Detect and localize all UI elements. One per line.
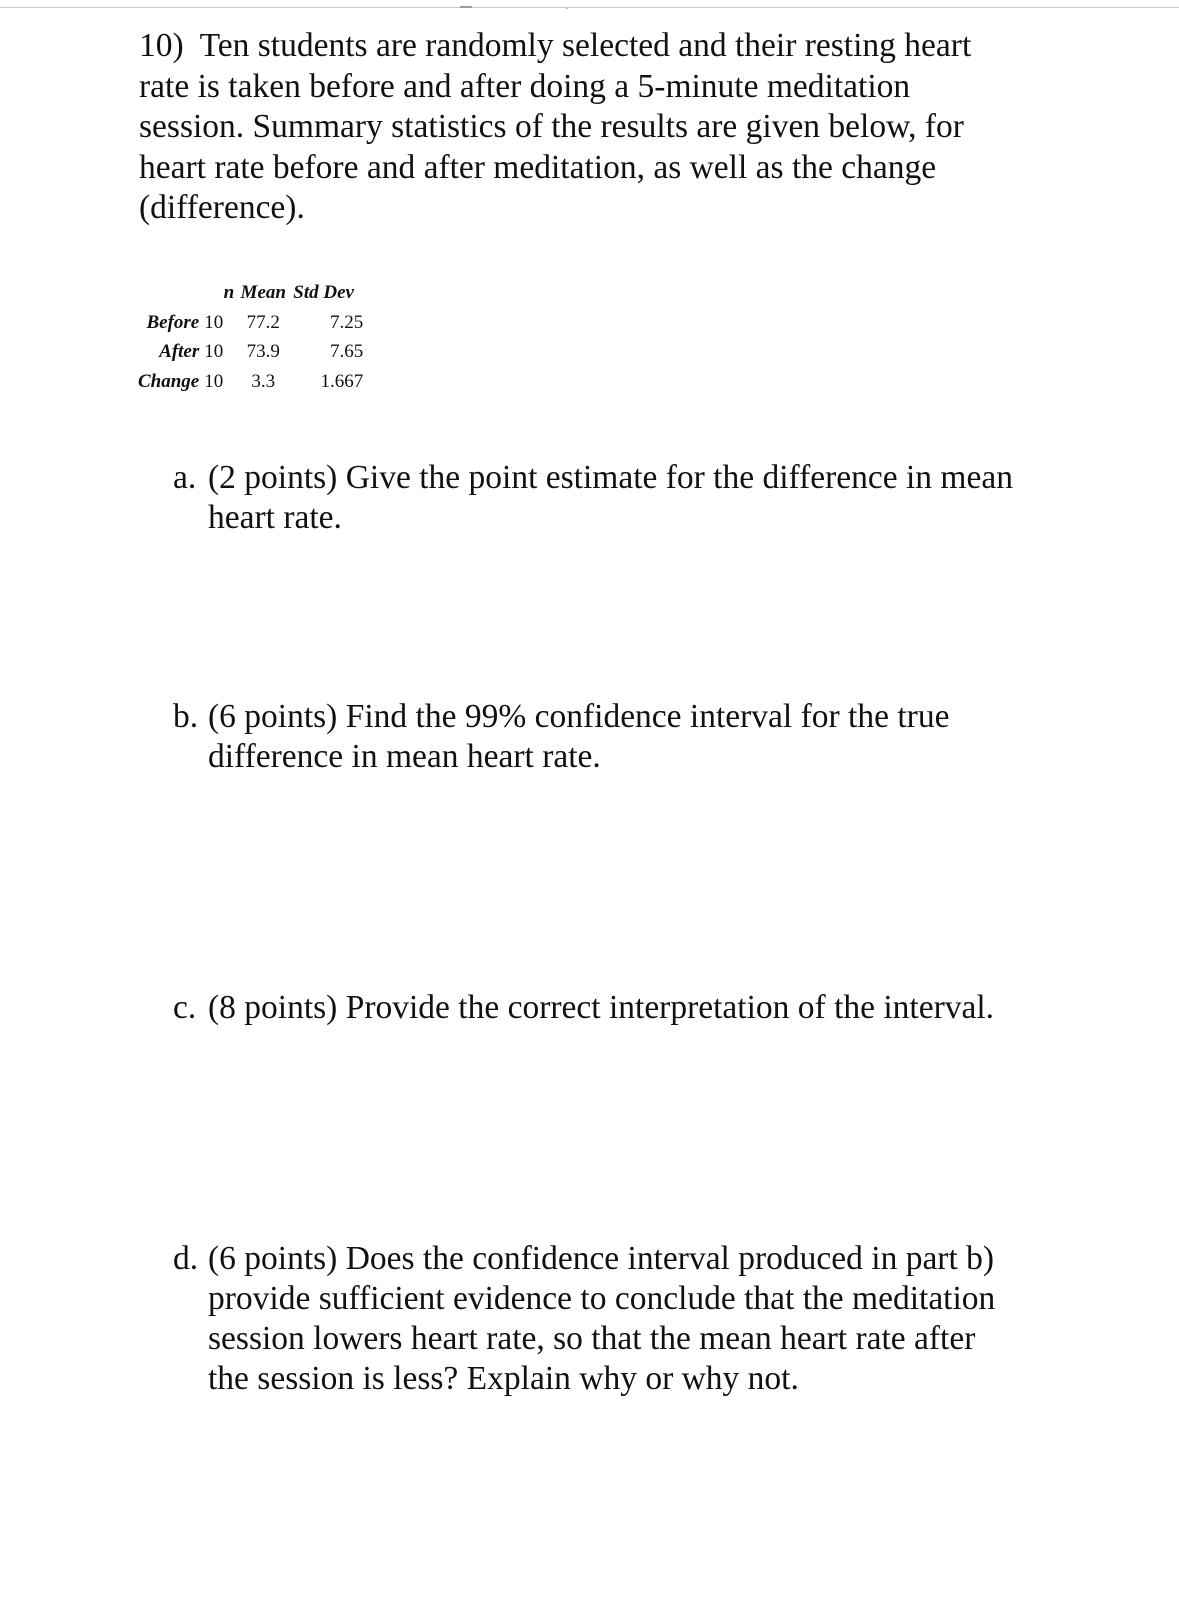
part-b <box>173 697 1073 777</box>
page-top-border <box>0 7 1179 8</box>
intro-line: rate is taken before and after doing a 5-minute meditation <box>139 67 911 105</box>
part-a-text: (2 points) Give the point estimate for the difference in mean <box>208 459 1013 496</box>
part-c-text: (8 points) Provide the correct interpretation of the interval. <box>208 989 995 1026</box>
cell-n: 10 <box>204 370 224 392</box>
cell-std-dev: 7.25 <box>330 311 364 333</box>
intro-line: (difference). <box>139 189 305 226</box>
header-std-dev: Std Dev <box>293 282 354 303</box>
summary-statistics-table <box>138 278 363 396</box>
header-blank <box>138 278 204 308</box>
cell-n: 10 <box>204 341 224 362</box>
page-top-marker <box>460 6 472 8</box>
part-d <box>173 1239 1073 1399</box>
cell-mean: 3.3 <box>251 370 276 392</box>
part-d-label: d. <box>173 1240 199 1277</box>
part-d-text: provide sufficient evidence to conclude that the meditation <box>208 1280 996 1317</box>
part-c-label: c. <box>173 989 197 1026</box>
part-b-text: difference in mean heart rate. <box>208 738 601 775</box>
cell-std-dev: 1.667 <box>320 370 364 392</box>
part-a-label: a. <box>173 459 197 496</box>
part-d-text: session lowers heart rate, so that the mean heart rate after <box>208 1320 976 1357</box>
part-c <box>173 988 1073 1028</box>
row-label: After <box>159 341 200 362</box>
row-label: Change <box>138 370 200 392</box>
part-d-text: the session is less? Explain why or why not. <box>208 1360 799 1397</box>
part-b-text: (6 points) Find the 99% confidence interval for the true <box>208 698 950 735</box>
part-a-text: heart rate. <box>208 499 342 536</box>
cell-n: 10 <box>204 311 224 333</box>
intro-line: session. Summary statistics of the results are given below, for <box>139 108 964 145</box>
intro-line: heart rate before and after meditation, as well as the change <box>139 148 937 186</box>
table-row <box>138 308 363 338</box>
question-intro <box>139 26 1039 229</box>
header-n: n <box>223 282 235 303</box>
part-b-label: b. <box>173 698 199 735</box>
page-top-marker-dot <box>566 7 568 9</box>
cell-std-dev: 7.65 <box>330 341 364 362</box>
table-header-row <box>138 278 363 308</box>
intro-line: 10) Ten students are randomly selected and their resting heart <box>139 27 972 64</box>
question-number: 10) <box>139 27 184 64</box>
table-row <box>138 367 363 397</box>
header-mean: Mean <box>240 282 286 303</box>
cell-mean: 77.2 <box>246 311 280 333</box>
row-label: Before <box>146 311 200 333</box>
part-d-text: (6 points) Does the confidence interval produced in part b) <box>208 1240 995 1277</box>
part-a <box>173 458 1073 538</box>
cell-mean: 73.9 <box>246 341 280 362</box>
table-row <box>138 337 363 367</box>
